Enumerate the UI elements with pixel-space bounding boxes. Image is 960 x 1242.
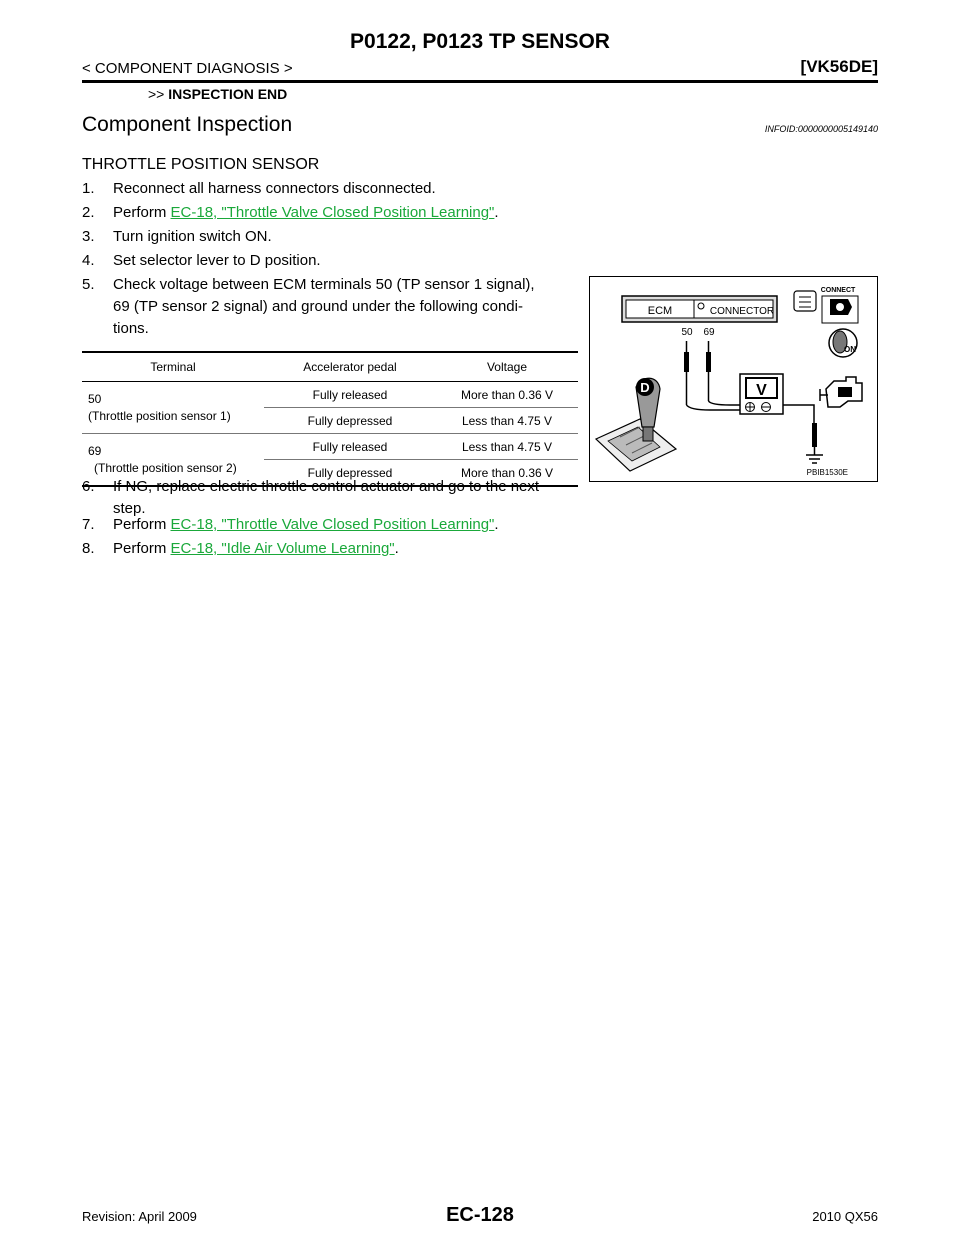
inspection-end-prefix: >> [148,86,165,102]
terminal-description: (Throttle position sensor 1) [88,408,231,423]
link-throttle-valve-learning[interactable]: EC-18, "Throttle Valve Closed Position Learning" [170,204,495,221]
step-text-line1: Check voltage between ECM terminals 50 (TP sensor 1 signal), [113,276,535,293]
page-title: P0122, P0123 TP SENSOR [350,30,610,53]
step-text-suffix: . [494,516,499,533]
table-row [82,382,578,408]
pin-69-label: 69 [703,327,715,338]
page-number: EC-128 [446,1204,514,1226]
pin-50-label: 50 [681,327,693,338]
hs-label: H.S. [830,316,844,323]
step-text-suffix: . [494,204,499,221]
shift-lever-shaft [643,427,653,441]
link-throttle-valve-learning[interactable]: EC-18, "Throttle Valve Closed Position Learning" [170,516,495,533]
step-8 [82,538,578,560]
step-text-line2: step. [113,500,146,517]
step-2 [82,202,578,224]
step-number: 5. [82,276,95,293]
column-header-terminal: Terminal [82,352,264,382]
connector-icon-small [794,291,816,311]
voltage-cell: More than 0.36 V [436,382,578,408]
connector-label: CONNECTOR [709,306,775,317]
step-text: Turn ignition switch ON. [113,228,272,245]
step-text-suffix: . [394,540,399,557]
figure-code: PBIB1530E [806,468,848,477]
step-1 [82,178,578,200]
wiring-figure [589,276,878,482]
pedal-cell: Fully released [264,382,436,408]
step-text-line2: 69 (TP sensor 2 signal) and ground under the following condi- [113,298,523,315]
wire-69-route [709,401,741,405]
step-number: 6. [82,478,95,495]
inspection-end-label: INSPECTION END [168,86,288,102]
step-text: Perform [113,204,171,221]
step-text: Reconnect all harness connectors disconnected. [113,180,436,197]
pedal-cell: Fully depressed [264,408,436,434]
ground-probe [812,423,817,447]
step-text-line3: tions. [113,320,149,337]
ecm-label: ECM [647,305,673,317]
terminal-cell [82,382,264,434]
sub-title: THROTTLE POSITION SENSOR [82,156,320,173]
voltage-cell: Less than 4.75 V [436,408,578,434]
step-text: Perform [113,516,171,533]
engine-icon-block [838,387,852,397]
step-number: 3. [82,228,95,245]
step-number: 7. [82,516,95,533]
voltage-cell: Less than 4.75 V [436,434,578,460]
step-text: Perform [113,540,171,557]
ignition-on-label: ON [844,345,856,354]
step-text-line1: If NG, replace electric throttle control actuator and go to the next [113,478,540,495]
vehicle-model: 2010 QX56 [812,1209,878,1224]
column-header-voltage: Voltage [436,352,578,382]
step-number: 2. [82,204,95,221]
pedal-cell: Fully depressed [264,460,436,487]
engine-code: [VK56DE] [800,57,878,76]
step-number: 1. [82,180,95,197]
plug-socket-icon [836,303,844,311]
terminal-number: 50 [88,391,102,406]
revision-date: Revision: April 2009 [82,1209,197,1224]
step-5 [82,274,578,340]
step-4 [82,250,578,272]
inspection-end [148,86,287,102]
link-idle-air-volume-learning[interactable]: EC-18, "Idle Air Volume Learning" [170,540,395,557]
step-7 [82,514,578,536]
connect-label: CONNECT [820,287,856,294]
breadcrumb: < COMPONENT DIAGNOSIS > [82,60,293,77]
info-id: INFOID:0000000005149140 [764,124,878,134]
header-rule [82,80,878,83]
wiring-diagram [590,277,877,481]
ground-wire [783,405,814,425]
pedal-cell: Fully released [264,434,436,460]
voltage-spec-table [82,351,578,487]
table-row [82,434,578,460]
step-3 [82,226,578,248]
voltmeter-label: V [756,382,767,399]
step-number: 8. [82,540,95,557]
gear-d-label: D [640,380,650,395]
table-header-row [82,352,578,382]
step-text: Set selector lever to D position. [113,252,321,269]
section-title: Component Inspection [82,113,293,136]
step-number: 4. [82,252,95,269]
voltage-cell: More than 0.36 V [436,460,578,487]
column-header-pedal: Accelerator pedal [264,352,436,382]
terminal-description: (Throttle position sensor 2) [94,460,237,475]
terminal-number: 69 [88,443,102,458]
